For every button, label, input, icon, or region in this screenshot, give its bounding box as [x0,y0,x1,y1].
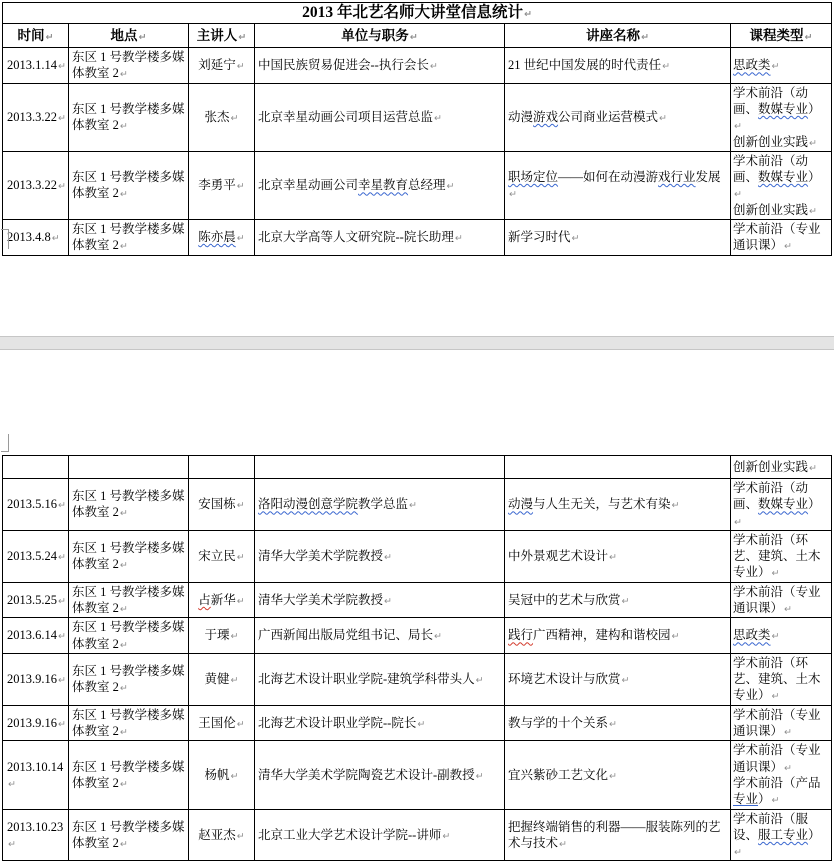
cell-text: 2013.5.24 [7,549,57,564]
paragraph-mark: ↵ [804,31,813,43]
table-cell[interactable] [731,456,832,479]
table-cell[interactable] [3,809,69,861]
cell-text: 吴冠中的艺术与欣赏 [508,592,621,607]
cell-text: 2013.3.22 [7,178,57,193]
cell-text: 东区 1 号教学楼多媒体教室 2 [72,170,185,201]
cell-text: 动漫 [508,110,534,125]
paragraph-mark: ↵ [58,181,66,193]
table-cell[interactable] [189,618,255,654]
paragraph-mark: ↵ [230,770,239,782]
paragraph-mark: ↵ [236,595,245,607]
paragraph-mark: ↵ [236,181,245,193]
table-cell[interactable] [505,741,731,809]
paragraph-mark: ↵ [45,31,54,43]
paragraph-mark: ↵ [734,121,742,133]
table-cell[interactable] [255,530,505,582]
paragraph-mark: ↵ [119,241,128,253]
table-cell[interactable] [255,48,505,84]
lecture-schedule-table-page1 [2,2,832,256]
spellcheck-flagged-text: 游戏 [533,110,559,125]
table-cell[interactable] [189,530,255,582]
table-cell[interactable] [505,479,731,531]
cell-text: ） [808,170,821,185]
paragraph-mark: ↵ [434,631,442,643]
table-cell[interactable] [3,220,69,256]
cell-text: ） [808,827,821,842]
paragraph-mark: ↵ [771,795,780,807]
spellcheck-flagged-text: 数媒专业 [758,170,809,185]
paragraph-mark: ↵ [671,500,680,512]
paragraph-mark: ↵ [8,838,16,850]
document-title[interactable] [3,3,832,24]
table-cell[interactable] [505,618,731,654]
table-cell[interactable] [731,653,832,705]
table-cell[interactable] [3,456,69,479]
paragraph-mark: ↵ [236,61,245,73]
table-cell[interactable] [69,741,189,809]
table-row [3,151,832,219]
spellcheck-flagged-text: 服工专业 [758,827,809,842]
table-row [3,83,832,151]
header-label: 主讲人 [196,27,238,43]
paragraph-mark: ↵ [734,516,742,528]
paragraph-mark: ↵ [58,500,66,512]
paragraph-mark: ↵ [409,500,417,512]
header-label: 单位与职务 [341,27,409,43]
table-cell[interactable] [255,582,505,618]
paragraph-mark: ↵ [609,552,617,564]
cell-text: 新学习时代 [508,230,571,245]
table-cell[interactable] [505,48,731,84]
paragraph-mark: ↵ [662,61,671,73]
cell-text: 公司商业运营模式 [558,110,659,125]
table-cell[interactable] [731,530,832,582]
table-cell[interactable] [731,618,832,654]
table-cell[interactable] [731,48,832,84]
cell-text: 东区 1 号教学楼多媒体教室 2 [72,50,185,81]
table-cell[interactable] [505,151,731,219]
table-cell[interactable] [189,151,255,219]
paragraph-mark: ↵ [119,683,128,695]
spellcheck-flagged-text: 思政类 [733,58,771,73]
lecture-schedule-table-page2 [2,455,832,861]
paragraph-mark: ↵ [641,31,649,43]
table-cell[interactable] [255,653,505,705]
table-cell[interactable] [255,151,505,219]
document-title-text: 2013 年北艺名师大讲堂信息统计 [302,4,523,21]
column-header-time[interactable] [3,24,69,48]
table-cell[interactable] [69,653,189,705]
cell-text: ） [808,101,821,116]
column-header-unit-position[interactable] [255,24,505,48]
cell-text: 广西精神，建构和谐校园 [533,628,671,643]
table-cell[interactable] [69,530,189,582]
paragraph-mark: ↵ [475,770,484,782]
table-row [3,479,832,531]
paragraph-mark: ↵ [58,113,66,125]
paragraph-mark: ↵ [609,770,617,782]
table-cell[interactable] [69,618,189,654]
cell-text: 2013.10.14 [7,759,64,774]
cell-text: 东区 1 号教学楼多媒体教室 2 [72,489,185,520]
paragraph-mark: ↵ [671,631,680,643]
cell-text: 21 世纪中国发展的时代责任 [508,58,662,73]
paragraph-mark: ↵ [771,631,780,643]
cell-text: 学术前沿（专业通识课） [733,743,821,774]
cell-text: 东区 1 号教学楼多媒体教室 2 [72,664,185,695]
cell-text: 2013.1.14 [7,58,57,73]
cell-text: 学术前沿（动画、 [733,85,809,116]
table-row [3,809,832,861]
spellcheck-flagged-text: 陈亦晨 [198,230,236,245]
spellcheck-flagged-text: 幸星教育 [358,178,409,193]
table-cell[interactable] [69,220,189,256]
cell-text: 宜兴紫砂工艺文化 [508,767,609,782]
table-row [3,618,832,654]
cell-text: 把握终端销售的利器——服装陈列的艺术与技术 [508,819,721,850]
spellcheck-flagged-text: 占 [198,592,211,607]
cell-text: 学术前沿（专业通识课） [733,222,821,253]
cell-text: 杨帆 [204,767,230,782]
table-row [3,705,832,741]
cell-text: 创新创业实践 [733,202,809,217]
cell-text: 学术前沿（环艺、建筑、土木专业） [733,655,821,703]
paragraph-mark: ↵ [384,552,392,564]
table-cell[interactable] [189,220,255,256]
paragraph-mark: ↵ [559,838,567,850]
table-cell[interactable] [505,530,731,582]
spellcheck-flagged-text: 数媒专业 [758,101,809,116]
cell-text: 东区 1 号教学楼多媒体教室 2 [72,707,185,738]
paragraph-mark: ↵ [236,233,245,245]
cell-text: 学术前沿（动画、 [733,153,809,185]
table-cell[interactable] [69,456,189,479]
cell-text: 东区 1 号教学楼多媒体教室 2 [72,540,185,572]
cell-text: 2013.4.8 [7,230,51,245]
table-cell[interactable] [189,83,255,151]
cell-text: 清华大学美术学院教授 [258,549,384,564]
table-row [3,653,832,705]
paragraph-mark: ↵ [119,69,128,81]
paragraph-mark: ↵ [454,233,463,245]
table-cell[interactable] [731,741,832,809]
paragraph-mark: ↵ [119,603,128,615]
cell-text: 教与学的十个关系 [508,715,609,730]
cell-text: 刘延宁 [198,58,236,73]
cell-text: 东区 1 号教学楼多媒体教室 2 [72,102,185,133]
table-cell[interactable] [255,618,505,654]
table-cell[interactable] [3,530,69,582]
column-header-location[interactable] [69,24,189,48]
paragraph-mark: ↵ [119,639,128,651]
table-cell[interactable] [505,705,731,741]
paragraph-mark: ↵ [119,726,128,738]
paragraph-mark: ↵ [442,830,451,842]
cell-text: 张杰 [204,110,230,125]
table-cell[interactable] [255,479,505,531]
paragraph-mark: ↵ [621,595,630,607]
paragraph-mark: ↵ [784,762,792,774]
cell-text: 北海艺术设计职业学院--院长 [258,715,417,730]
paragraph-mark: ↵ [523,9,532,20]
cell-text: 北京大学高等人文研究院--院长助理 [258,230,454,245]
cell-text: 学术前沿（环艺、建筑、土木专业） [733,532,821,580]
table-cell[interactable] [731,83,832,151]
cell-text: ） [808,497,821,512]
spellcheck-flagged-text: 数媒专业 [758,497,809,512]
cell-text: 广西新闻出版局党组书记、局长 [258,628,434,643]
table-cell[interactable] [255,456,505,479]
table-cell[interactable] [3,48,69,84]
paragraph-mark: ↵ [734,189,742,201]
table-cell[interactable] [189,479,255,531]
table-cell[interactable] [3,151,69,219]
table-cell[interactable] [731,705,832,741]
spellcheck-flagged-text: 践行 [508,628,534,643]
table-header-row [3,24,832,48]
cell-text: 黄健 [204,672,230,687]
table-cell[interactable] [69,809,189,861]
paragraph-mark: ↵ [236,830,245,842]
cell-text: 中国民族贸易促进会--执行会长 [258,58,429,73]
table-cell[interactable] [505,809,731,861]
spellcheck-flagged-text: 职场定位 [508,170,559,185]
paragraph-mark: ↵ [571,233,580,245]
spellcheck-flagged-text: 思政类 [733,628,771,643]
paragraph-mark: ↵ [58,718,66,730]
page-gap-band [0,336,834,350]
paragraph-mark: ↵ [119,560,128,572]
paragraph-mark: ↵ [784,603,792,615]
header-label: 地点 [110,27,138,43]
paragraph-mark: ↵ [58,552,66,564]
cell-text: 李勇平 [198,178,236,193]
cell-text: 学术前沿（动画、 [733,481,809,512]
paragraph-mark: ↵ [771,568,780,580]
paragraph-mark: ↵ [230,113,239,125]
table-cell[interactable] [255,83,505,151]
paragraph-mark: ↵ [230,675,239,687]
cell-text: 清华大学美术学院陶瓷艺术设计-副教授 [258,767,475,782]
cell-text: 学术前沿（专业通识课） [733,584,821,615]
table-cell[interactable] [255,220,505,256]
cell-text: 与人生无关，与艺术有染 [533,497,671,512]
table-cell[interactable] [731,220,832,256]
table-title-row [3,3,832,24]
cell-text: 创新创业实践 [733,459,809,474]
cell-text: 宋立民 [198,549,236,564]
table-cell[interactable] [3,653,69,705]
paragraph-mark: ↵ [771,61,780,73]
paragraph-mark: ↵ [238,31,247,43]
cell-text: 赵亚杰 [198,827,236,842]
table-cell[interactable] [3,479,69,531]
cell-text: 东区 1 号教学楼多媒体教室 2 [72,759,185,790]
table-cell[interactable] [505,653,731,705]
paragraph-mark: ↵ [809,137,817,149]
table-cell[interactable] [3,705,69,741]
cell-text: 教学总监 [358,497,409,512]
paragraph-mark: ↵ [434,113,442,125]
spellcheck-flagged-text: 戏行业 [658,170,696,185]
spellcheck-flagged-text: 洛阳动漫创意学院 [258,497,359,512]
table-cell[interactable] [505,456,731,479]
paragraph-mark: ↵ [621,675,630,687]
cell-text: 东区 1 号教学楼多媒体教室 2 [72,222,185,253]
table-cell[interactable] [189,705,255,741]
table-cell[interactable] [69,705,189,741]
table-cell[interactable] [255,809,505,861]
cell-text: 北京幸星动画公司 [258,178,359,193]
paragraph-mark: ↵ [119,508,128,520]
cell-text: 东区 1 号教学楼多媒体教室 2 [72,819,185,850]
table-cell[interactable] [189,456,255,479]
paragraph-mark: ↵ [58,675,66,687]
table-cell[interactable] [189,741,255,809]
table-cell[interactable] [189,653,255,705]
paragraph-mark: ↵ [51,233,60,245]
table-cell[interactable] [731,582,832,618]
table-cell[interactable] [189,809,255,861]
column-header-lecture-name[interactable] [505,24,731,48]
column-header-course-type[interactable] [731,24,832,48]
table-cell[interactable] [255,705,505,741]
paragraph-mark: ↵ [58,61,66,73]
paragraph-mark: ↵ [809,462,817,474]
cell-text: 2013.5.25 [7,592,57,607]
cell-text: ） [758,792,771,807]
table-cell[interactable] [731,151,832,219]
paragraph-mark: ↵ [659,113,668,125]
paragraph-mark: ↵ [784,726,792,738]
paragraph-mark: ↵ [609,718,617,730]
cell-text: 东区 1 号教学楼多媒体教室 2 [72,584,185,615]
cell-text: 2013.9.16 [7,672,57,687]
table-cell[interactable] [189,582,255,618]
table-cell[interactable] [505,582,731,618]
cell-text: 2013.10.23 [7,819,64,834]
header-label: 时间 [17,27,45,43]
table-row [3,741,832,809]
table-cell[interactable] [69,48,189,84]
paragraph-mark: ↵ [58,631,66,643]
table-cell[interactable] [69,151,189,219]
table-cell[interactable] [3,582,69,618]
cell-text: 2013.6.14 [7,628,57,643]
cell-text: 新华 [210,592,236,607]
cell-text: 创新创业实践 [733,134,809,149]
text-boundary-corner-mark [1,229,9,249]
paragraph-mark: ↵ [475,675,484,687]
table-row [3,582,832,618]
cell-text: 北海艺术设计职业学院-建筑学科带头人 [258,672,475,687]
table-row [3,530,832,582]
cell-text: 学术前沿（产品 [733,775,821,790]
table-row [3,456,832,479]
header-label: 讲座名称 [586,27,641,43]
paragraph-mark: ↵ [119,189,128,201]
paragraph-mark: ↵ [236,500,245,512]
table-cell[interactable] [731,809,832,861]
paragraph-mark: ↵ [409,31,418,43]
cell-text: 发展 [695,170,721,185]
paragraph-mark: ↵ [236,552,245,564]
cell-text: 2013.5.16 [7,497,57,512]
paragraph-mark: ↵ [734,847,742,858]
table-cell[interactable] [505,83,731,151]
table-cell[interactable] [69,582,189,618]
spellcheck-flagged-text: 动漫 [508,497,534,512]
table-cell[interactable] [69,83,189,151]
paragraph-mark: ↵ [58,595,66,607]
paragraph-mark: ↵ [417,718,426,730]
paragraph-mark: ↵ [809,205,817,217]
paragraph-mark: ↵ [784,241,792,253]
cell-text: ——如何在动漫游 [558,170,659,185]
paragraph-mark: ↵ [236,718,245,730]
paragraph-mark: ↵ [230,631,239,643]
cell-text: 2013.3.22 [7,110,57,125]
cell-text: 学术前沿（专业通识课） [733,707,821,738]
cell-text: 清华大学美术学院教授 [258,592,384,607]
table-cell[interactable] [255,741,505,809]
table-row [3,220,832,256]
cell-text: 2013.9.16 [7,715,57,730]
table-cell[interactable] [189,48,255,84]
paragraph-mark: ↵ [119,778,128,790]
paragraph-mark: ↵ [446,181,455,193]
table-cell[interactable] [505,220,731,256]
cell-text: 东区 1 号教学楼多媒体教室 2 [72,620,185,651]
paragraph-mark: ↵ [8,778,16,790]
paragraph-mark: ↵ [509,189,517,201]
table-cell[interactable] [3,618,69,654]
paragraph-mark: ↵ [384,595,392,607]
cell-text: 总经理 [408,178,446,193]
table-cell[interactable] [3,83,69,151]
paragraph-mark: ↵ [771,691,780,703]
spellcheck-flagged-text: 专业 [733,792,759,807]
cell-text: 安国栋 [198,497,236,512]
cell-text: 环境艺术设计与欣赏 [508,672,621,687]
cell-text: 中外景观艺术设计 [508,549,609,564]
cell-text: 王国伦 [198,715,236,730]
column-header-speaker[interactable] [189,24,255,48]
paragraph-mark: ↵ [429,61,438,73]
text-boundary-corner-mark [1,434,9,452]
header-label: 课程类型 [749,27,804,43]
paragraph-mark: ↵ [119,121,128,133]
paragraph-mark: ↵ [119,838,128,850]
paragraph-mark: ↵ [138,31,147,43]
table-cell[interactable] [69,479,189,531]
table-cell[interactable] [731,479,832,531]
cell-text: 学术前沿（服设、 [733,811,809,842]
cell-text: 于瑮 [204,628,230,643]
table-cell[interactable] [3,741,69,809]
table-row [3,48,832,84]
cell-text: 北京幸星动画公司项目运营总监 [258,110,434,125]
cell-text: 北京工业大学艺术设计学院--讲师 [258,827,442,842]
